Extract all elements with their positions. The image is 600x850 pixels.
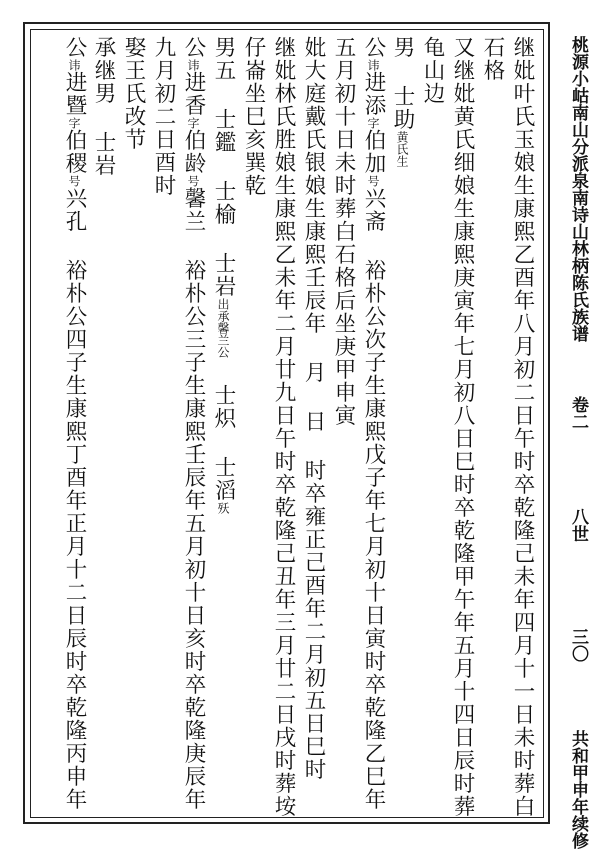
text-column [389, 36, 415, 167]
annotation-text: 字 [366, 117, 380, 129]
column-text: 继妣叶氏玉娘生康熙乙酉年八月初二日午时卒乾隆己未年四月十一日未时葬白 [510, 36, 535, 818]
column-text: 承继男 [91, 36, 116, 105]
annotation-text: 讳 [67, 59, 81, 71]
text-column [270, 36, 296, 818]
column-text: 伯稷 [62, 129, 87, 175]
margin-edition: 共和甲申年续修 [568, 730, 588, 849]
text-column [90, 36, 116, 177]
annotation-text: 字 [186, 117, 200, 129]
column-text: 月 [301, 361, 326, 384]
annotation-text: 号 [366, 175, 380, 187]
column-text: 继妣林氏胜娘生康熙乙未年二月廿九日午时卒乾隆己丑年三月廿二日戌时葬垵 [271, 36, 296, 818]
text-column [210, 36, 236, 514]
column-text: 士助 [390, 85, 415, 131]
column-text: 伯加 [361, 129, 386, 175]
column-text: 士滔 [211, 456, 236, 502]
column-text: 馨兰 [181, 187, 206, 233]
column-text: 士炽 [211, 384, 236, 430]
column-text: 龟山边 [420, 36, 445, 105]
text-column [180, 36, 206, 811]
annotation-text: 字 [67, 117, 81, 129]
annotation-text: 黄氏生 [395, 131, 409, 167]
column-text: 石格 [480, 36, 505, 82]
column-text: 兴孔 [62, 187, 87, 233]
column-text: 妣大庭戴氏银娘生康熙壬辰年 [301, 36, 326, 335]
column-text: 日 [301, 410, 326, 433]
column-text: 进添 [361, 71, 386, 117]
annotation-text: 殀 [216, 502, 230, 514]
column-text: 又继妣黄氏细娘生康熙庚寅年七月初八日巳时卒乾隆甲午年五月十四日辰时葬 [450, 36, 475, 818]
column-text: 仔崙坐巳亥巽乾 [241, 36, 266, 197]
text-column [150, 36, 176, 197]
annotation-text: 号 [67, 175, 81, 187]
column-text: 男 [390, 36, 415, 59]
column-text: 士岩 [91, 131, 116, 177]
annotation-text: 讳 [366, 59, 380, 71]
annotation-text: 号 [186, 175, 200, 187]
margin-title: 桃源小岵南山分派泉南诗山林柄陈氏族谱 [568, 36, 588, 342]
column-text: 五月初十日未时葬白石格后坐庚甲申寅 [331, 36, 356, 427]
text-column [419, 36, 445, 105]
column-text: 士榆 [211, 180, 236, 226]
column-text: 士岩 [211, 252, 236, 298]
column-text: 公 [181, 36, 206, 59]
annotation-text: 讳 [186, 59, 200, 71]
column-text: 裕朴公三子生康熙壬辰年五月初十日亥时卒乾隆庚辰年 [181, 259, 206, 811]
column-text: 裕朴公四子生康熙丁酉年正月十二日辰时卒乾隆丙申年 [62, 259, 87, 811]
column-text: 时卒雍正己酉年二月初五日巳时 [301, 459, 326, 781]
column-text: 裕朴公次子生康熙戊子年七月初十日寅时卒乾隆乙巳年 [361, 259, 386, 811]
column-text: 士鑑 [211, 108, 236, 154]
text-column [479, 36, 505, 82]
column-text: 公 [361, 36, 386, 59]
column-text: 公 [62, 36, 87, 59]
text-column [300, 36, 326, 781]
text-column [330, 36, 356, 427]
text-column [509, 36, 535, 818]
column-text: 伯龄 [181, 129, 206, 175]
text-column [240, 36, 266, 197]
column-text: 男五 [211, 36, 236, 82]
margin-volume: 卷二 [568, 396, 588, 430]
text-column [449, 36, 475, 818]
text-column [120, 36, 146, 151]
column-text: 进暨 [62, 71, 87, 117]
margin-page-number: 三〇 [568, 628, 588, 662]
column-text: 进香 [181, 71, 206, 117]
text-column [360, 36, 386, 811]
text-column [61, 36, 87, 811]
column-text: 兴斋 [361, 187, 386, 233]
margin-generation: 八世 [568, 508, 588, 542]
annotation-text: 出承馨兰公 [216, 298, 230, 358]
margin-column [566, 36, 590, 849]
column-text: 娶王氏改节 [121, 36, 146, 151]
column-text: 九月初二日酉时 [151, 36, 176, 197]
